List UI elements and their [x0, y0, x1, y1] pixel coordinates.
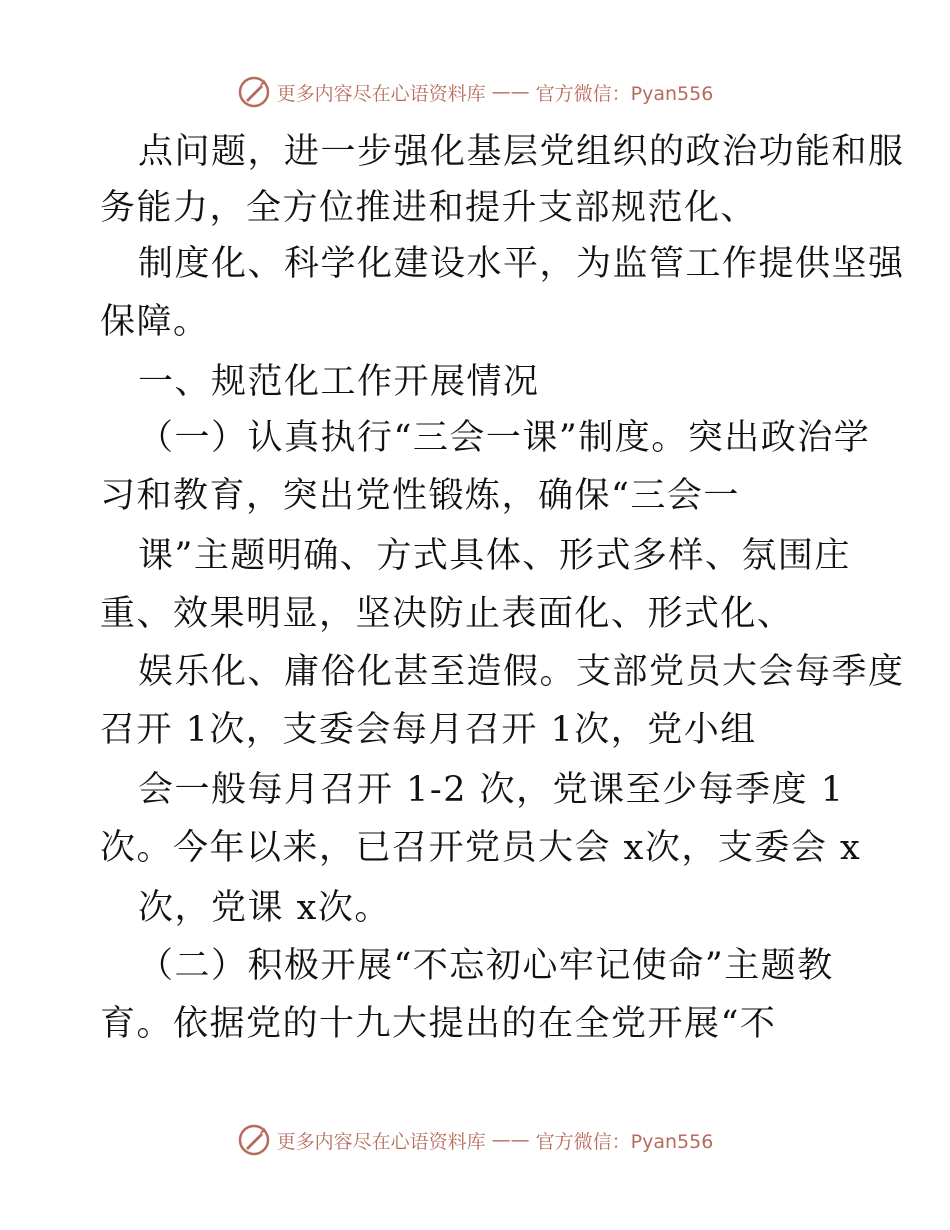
watermark-prefix: 更多内容尽在心语资料库 — [276, 1130, 486, 1153]
feather-pen-icon — [237, 75, 271, 109]
body-line: 次。今年以来，已召开党员大会 x次，支委会 x — [100, 828, 862, 868]
watermark-separator: —— — [491, 1129, 530, 1151]
body-line: 点问题，进一步强化基层党组织的政治功能和服 — [138, 132, 905, 172]
section-heading: 一、规范化工作开展情况 — [138, 362, 540, 402]
body-line: 务能力，全方位推进和提升支部规范化、 — [100, 188, 758, 228]
watermark-suffix: 官方微信：Pyan556 — [535, 82, 714, 105]
body-line: 会一般每月召开 1-2 次，党课至少每季度 1 — [138, 770, 845, 810]
feather-pen-icon — [237, 1123, 271, 1157]
body-line: 次，党课 x次。 — [138, 888, 391, 928]
body-line: 重、效果明显，坚决防止表面化、形式化、 — [100, 594, 794, 634]
body-line: 育。依据党的十九大提出的在全党开展“不 — [100, 1004, 777, 1044]
watermark-separator: —— — [491, 81, 530, 103]
watermark-footer — [0, 1120, 950, 1160]
body-line: 保障。 — [100, 302, 210, 342]
body-line: 召开 1次，支委会每月召开 1次，党小组 — [100, 710, 757, 750]
body-line: （一）认真执行“三会一课”制度。突出政治学 — [138, 418, 871, 458]
body-line: 制度化、科学化建设水平，为监管工作提供坚强 — [138, 244, 905, 284]
body-line: 习和教育，突出党性锻炼，确保“三会一 — [100, 476, 740, 516]
watermark-prefix: 更多内容尽在心语资料库 — [276, 82, 486, 105]
body-line: 娱乐化、庸俗化甚至造假。支部党员大会每季度 — [138, 652, 905, 692]
watermark-header — [0, 72, 950, 112]
body-line: （二）积极开展“不忘初心牢记使命”主题教 — [138, 946, 834, 986]
body-line: 课”主题明确、方式具体、形式多样、氛围庄 — [138, 536, 851, 576]
watermark-suffix: 官方微信：Pyan556 — [535, 1130, 714, 1153]
